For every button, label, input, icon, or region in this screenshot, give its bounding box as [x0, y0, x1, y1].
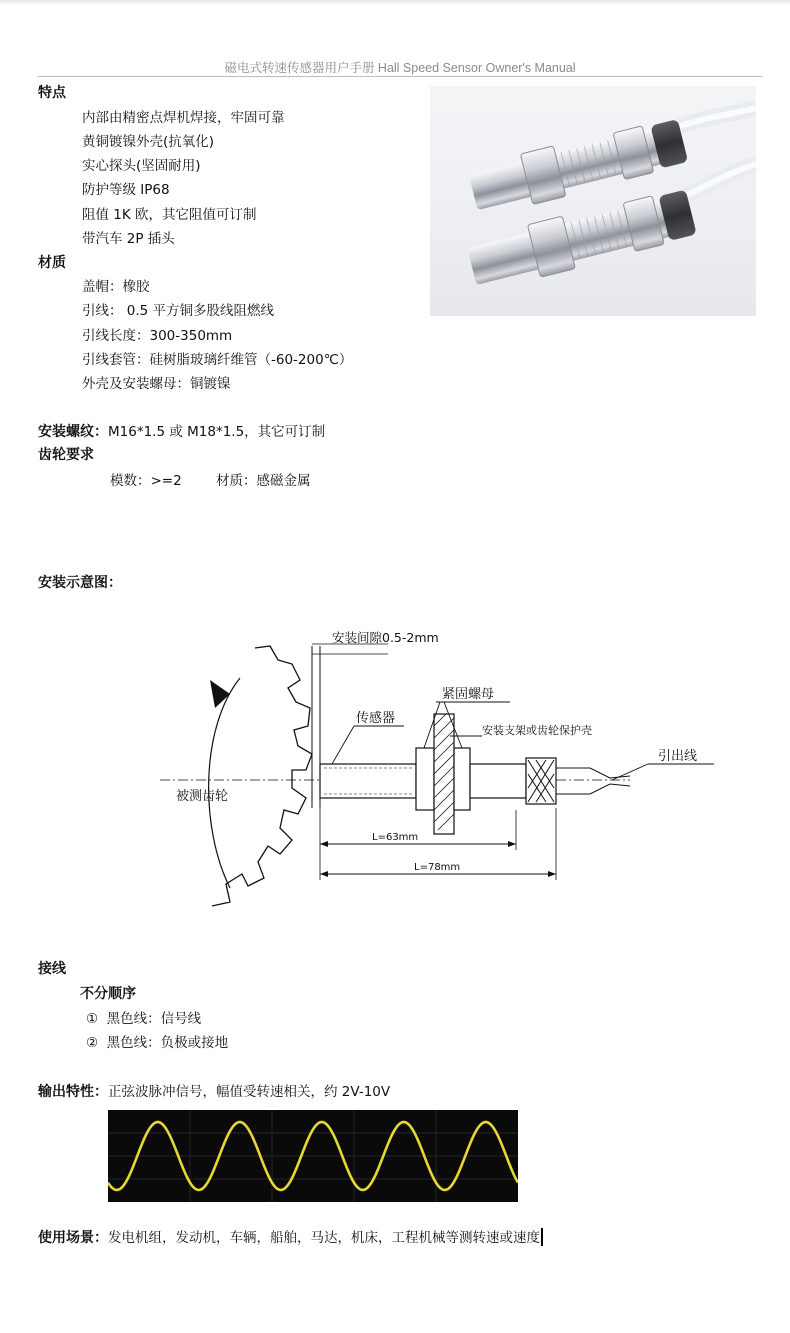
- output-value: 正弦波脉冲信号，幅值受转速相关，约 2V-10V: [108, 1084, 391, 1100]
- wiring-subheading: 不分顺序: [80, 986, 136, 1002]
- bracket-label: 安装支架或齿轮保护壳: [482, 724, 592, 737]
- material-item: 引线： 0.5 平方铜多股线阻燃线: [82, 303, 275, 319]
- gear-detail: 模数：>=2 材质：感磁金属: [110, 473, 311, 489]
- wiring-item: ② 黑色线：负极或接地: [86, 1035, 229, 1051]
- feature-item: 实心探头(坚固耐用): [82, 158, 201, 174]
- material-item: 引线套管：硅树脂玻璃纤维管（-60-200℃）: [82, 352, 353, 368]
- material-item: 盖帽：橡胶: [82, 279, 150, 295]
- wiring-item: ① 黑色线：信号线: [86, 1011, 202, 1027]
- header-divider: [38, 76, 762, 77]
- feature-item: 带汽车 2P 插头: [82, 231, 175, 247]
- nut-label: 紧固螺母: [442, 687, 495, 702]
- feature-item: 黄铜镀镍外壳(抗氧化): [82, 134, 215, 150]
- features-heading: 特点: [38, 85, 66, 101]
- product-photo: [430, 86, 756, 316]
- materials-heading: 材质: [38, 255, 66, 271]
- length-label-78: L=78mm: [414, 862, 461, 873]
- page-header: 磁电式转速传感器用户手册 Hall Speed Sensor Owner's Manual: [224, 61, 576, 75]
- feature-item: 阻值 1K 欧，其它阻值可订制: [82, 207, 257, 223]
- material-item: 外壳及安装螺母：铜镀镍: [82, 376, 231, 392]
- usage-value: 发电机组，发动机，车辆，船舶，马达，机床，工程机械等测转速或速度: [108, 1230, 540, 1246]
- thread-line: [38, 420, 325, 441]
- text-cursor: [541, 1228, 543, 1246]
- thread-value: M16*1.5 或 M18*1.5，其它可订制: [108, 424, 326, 440]
- install-diagram-heading: 安装示意图：: [38, 575, 122, 591]
- gear-heading: 齿轮要求: [38, 447, 94, 463]
- sensor-label: 传感器: [356, 711, 396, 726]
- gear-label: 被测齿轮: [176, 789, 229, 804]
- output-line: [38, 1080, 390, 1101]
- feature-item: 防护等级 IP68: [82, 182, 170, 198]
- output-label: 输出特性：: [38, 1084, 108, 1100]
- wiring-heading: 接线: [38, 961, 66, 977]
- thread-label: 安装螺纹：: [38, 424, 108, 440]
- feature-item: 内部由精密点焊机焊接，牢固可靠: [82, 110, 285, 126]
- usage-line: [38, 1226, 543, 1247]
- waveform-image: [108, 1110, 518, 1202]
- lead-label: 引出线: [658, 749, 698, 764]
- length-label-63: L=63mm: [372, 832, 419, 843]
- usage-label: 使用场景：: [38, 1230, 108, 1246]
- install-diagram: [160, 618, 720, 928]
- top-shadow: [0, 0, 790, 6]
- material-item: 引线长度：300-350mm: [82, 328, 233, 344]
- gap-label: 安装间隙0.5-2mm: [332, 630, 439, 645]
